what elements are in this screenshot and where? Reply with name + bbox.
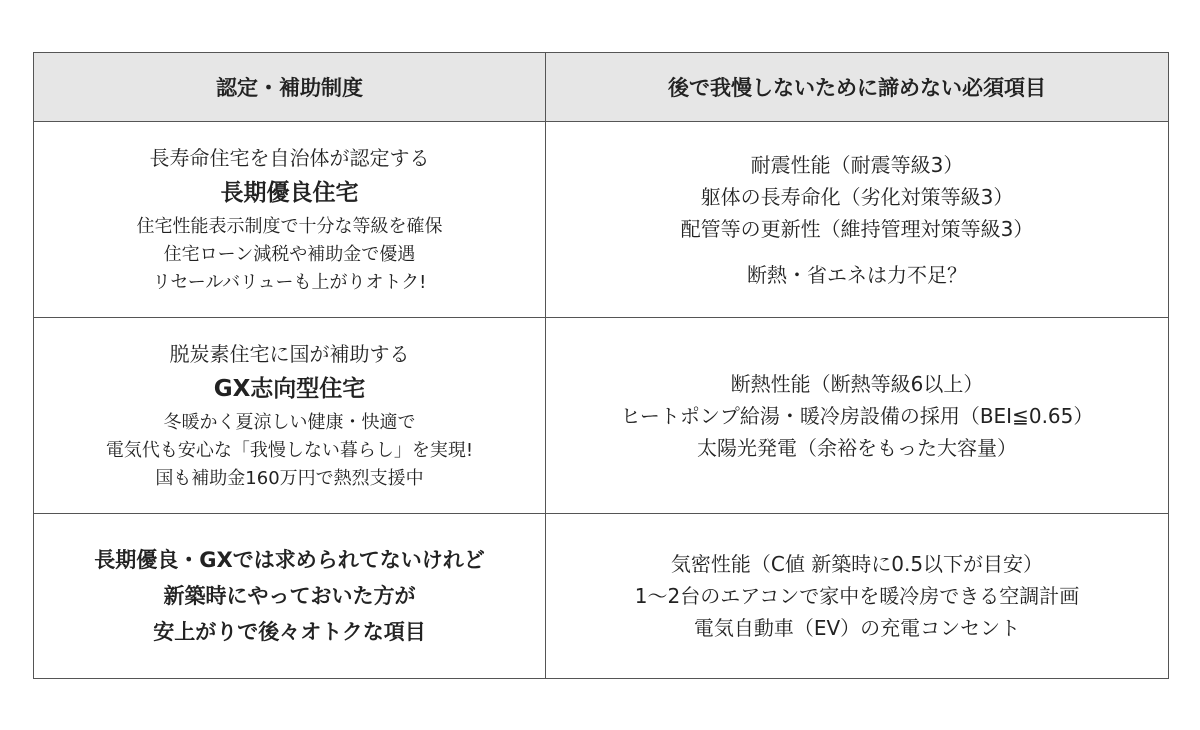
row-description-line: 住宅性能表示制度で十分な等級を確保 [136, 215, 443, 237]
row-lead-text: 脱炭素住宅に国が補助する [169, 341, 410, 366]
row-title: 長期優良住宅 [220, 179, 359, 206]
table-row-1-left [34, 122, 545, 317]
row-description-line: リセールバリューも上がりオトク! [152, 271, 427, 293]
row-bold-line: 長期優良・GXでは求められてないけれど [94, 548, 485, 572]
required-item: 太陽光発電（余裕をもった大容量） [697, 435, 1017, 460]
table-row-2-left [34, 318, 545, 513]
required-item: 気密性能（C値 新築時に0.5以下が目安） [670, 552, 1044, 576]
required-item: 断熱性能（断熱等級6以上） [730, 371, 984, 396]
required-item: 1～2台のエアコンで家中を暖冷房できる空調計画 [634, 584, 1080, 608]
table-row-3-right [546, 514, 1168, 678]
row-bold-line: 新築時にやっておいた方が [163, 584, 416, 608]
header-left-label: 認定・補助制度 [216, 76, 363, 100]
row-description-line: 住宅ローン減税や補助金で優遇 [163, 243, 416, 265]
header-right-label: 後で我慢しないために諦めない必須項目 [668, 76, 1046, 100]
required-item: 電気自動車（EV）の充電コンセント [693, 616, 1021, 640]
row-bold-line: 安上がりで後々オトクな項目 [153, 620, 426, 644]
table-row-3-left [34, 514, 545, 678]
row-description-line: 冬暖かく夏涼しい健康・快適で [163, 411, 416, 433]
table-row-1-right [546, 122, 1168, 317]
comparison-table [33, 52, 1169, 679]
row-lead-text: 長寿命住宅を自治体が認定する [149, 145, 430, 170]
row-description-line: 電気代も安心な「我慢しない暮らし」を実現! [105, 439, 474, 461]
required-note: 断熱・省エネは力不足？ [747, 262, 967, 287]
table-row-2-right [546, 318, 1168, 513]
required-item: 躯体の長寿命化（劣化対策等級3） [700, 184, 1014, 209]
required-item: 配管等の更新性（維持管理対策等級3） [680, 216, 1034, 241]
row-description-line: 国も補助金160万円で熱烈支援中 [155, 467, 424, 489]
required-item: 耐震性能（耐震等級3） [750, 152, 964, 177]
table-header [34, 53, 1168, 122]
header-cell-right [546, 53, 1168, 121]
header-cell-left [34, 53, 545, 121]
required-item: ヒートポンプ給湯・暖冷房設備の採用（BEI≦0.65） [620, 403, 1094, 428]
row-title: GX志向型住宅 [213, 375, 366, 402]
